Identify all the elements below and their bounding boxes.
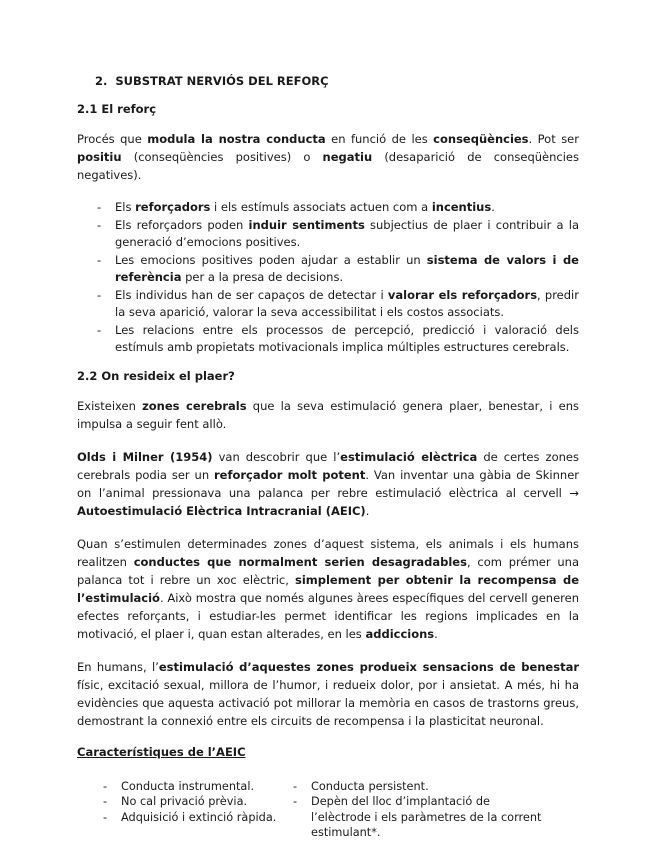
aeic-right-column [291,779,551,853]
paragraph-olds-milner: Olds i Milner (1954) van descobrir que l’estimulació elèctrica de certes zones cerebrals podia ser un reforçador molt potent. Van inventar una gàbia de Skinner on l’animal pressionava una palanca per rebre estimulació elèctrica al cervell → Autoestimulació Elèctrica Intracranial (AEIC). [77,449,580,518]
paragraph-humans: En humans, l’estimulació d’aquestes zones produeix sensacions de benestar físic, excitació sexual, millora de l’humor, i redueix dolor, por i ansietat. A més, hi ha evidències que aquesta activació pot millorar la memòria en casos de trastorns greus, demostrant la connexió entre els circuits de recompensa i la plasticitat neuronal. [77,659,579,728]
aeic-characteristics [77,779,579,853]
list-item: - Conducta instrumental. [77,779,291,795]
list-item: - Els reforçadors i els estímuls associats actuen com a incentius. [77,199,579,217]
list-item: - Adquisició i extinció ràpida. [77,810,291,826]
paragraph-stimulation: Quan s’estimulen determinades zones d’aquest sistema, els animals i els humans realitzen conductes que normalment serien desagradables, com prémer una palanca tot i rebre un xoc elèctric, simplement per obtenir la recompensa de l’estimulació. Això mostra que només algunes àrees específiques del cervell generen efectes reforçants, i estudiar-les permet identificar les regions implicades en la motivació, el plaer i, quan estan alterades, en les addiccions. [77,536,580,641]
list-item: - Les relacions entre els processos de percepció, predicció i valoració dels estímuls amb propietats motivacionals implica múltiples estructures cerebrals. [77,322,579,357]
aeic-left-column [77,779,291,853]
list-item: - Conducta persistent. [291,779,551,795]
list-item: - Les emocions positives poden ajudar a establir un sistema de valors i de referència per a la presa de decisions. [77,252,579,287]
reinforcement-list [77,199,579,357]
list-item: - Els individus han de ser capaços de detectar i valorar els reforçadors, predir la seva aparició, valorar la seva accessibilitat i els costos associats. [77,287,579,322]
paragraph-brain-zones: Existeixen zones cerebrals que la seva estimulació genera plaer, benestar, i ens impulsa a seguir fent allò. [77,398,579,431]
subsection-heading-pleasure: 2.2 On resideix el plaer? [77,368,235,383]
list-item: - Depèn del lloc d’implantació de l’elèctrode i els paràmetres de la corrent estimulant*. [291,794,551,841]
list-item: - Els reforçadors poden induir sentiments subjectius de plaer i contribuir a la generació d’emocions positives. [77,217,579,252]
list-item: - No cal privació prèvia. [77,794,291,810]
intro-paragraph: Procés que modula la nostra conducta en funció de les conseqüències. Pot ser positiu (conseqüències positives) o negatiu (desaparició de conseqüències negatives). [77,132,579,182]
document-page [77,74,579,853]
section-title: 2. SUBSTRAT NERVIÓS DEL REFORÇ [95,74,329,88]
subsection-heading-reinforcement: 2.1 El reforç [77,102,157,116]
aeic-heading: Característiques de l’AEIC [77,744,246,759]
